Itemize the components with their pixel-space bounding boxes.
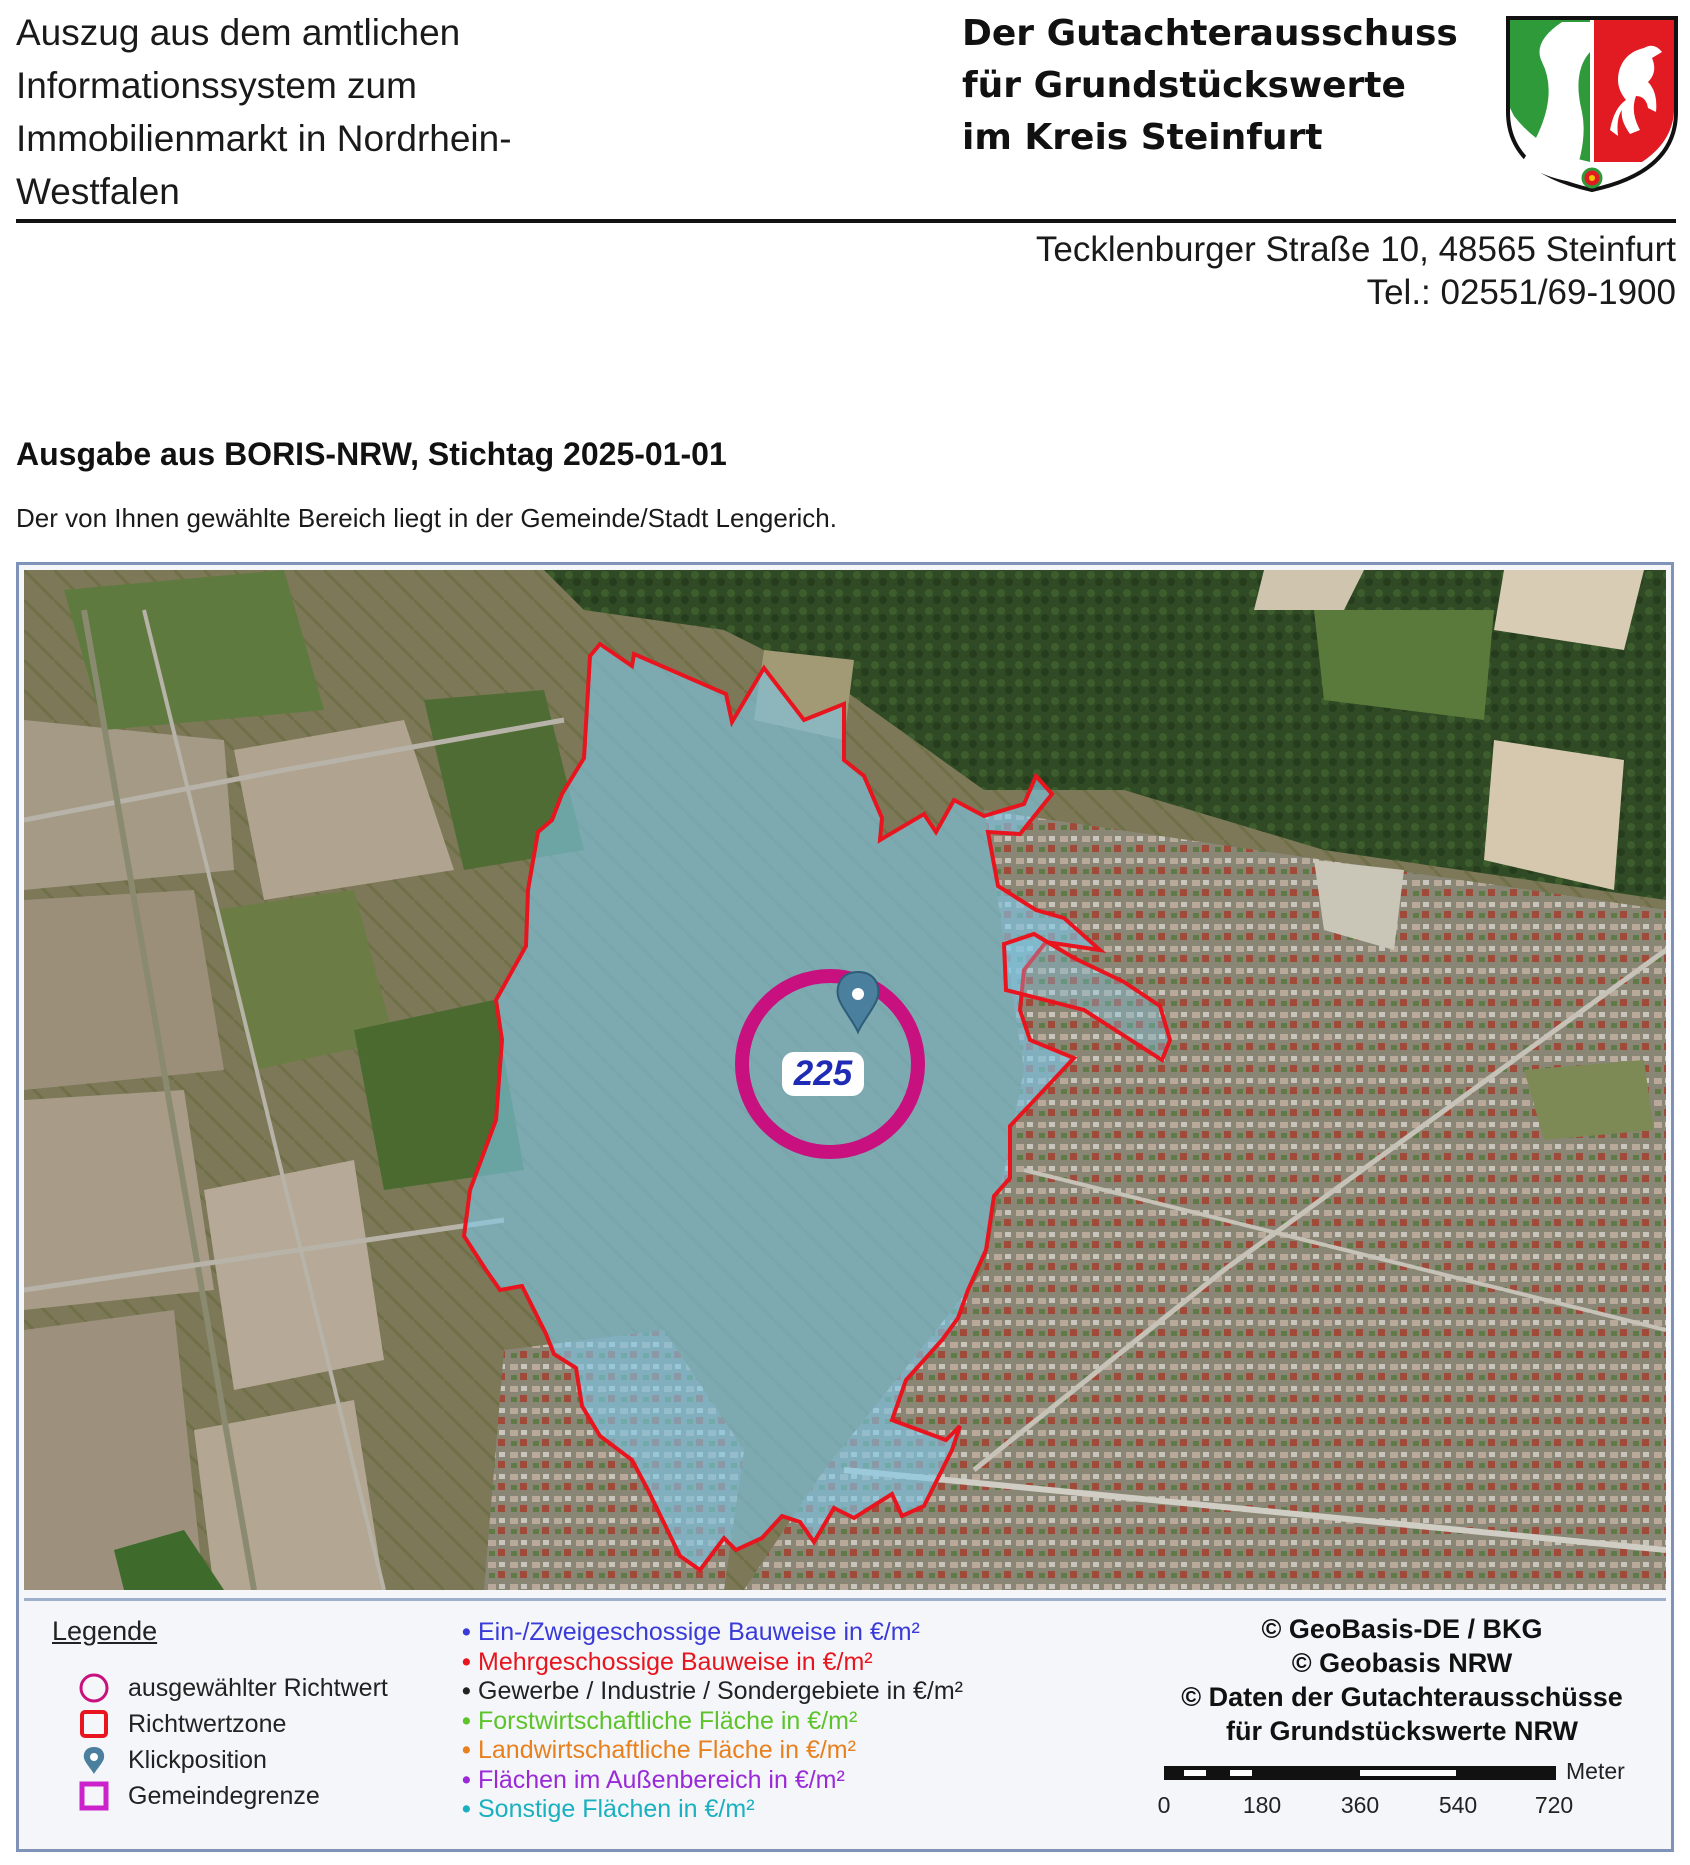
- copyright-line: © Geobasis NRW: [1291, 1648, 1513, 1678]
- scale-tick-label: 360: [1340, 1792, 1380, 1818]
- copyright-line: © GeoBasis-DE / BKG: [1261, 1614, 1543, 1644]
- issuer-title-line: Informationssystem zum: [16, 65, 417, 106]
- scale-tick-label: 0: [1157, 1792, 1171, 1818]
- richtwert-value-label[interactable]: 225: [782, 1052, 864, 1096]
- gemeindegrenze-square-icon: [76, 1780, 116, 1812]
- nrw-coat-of-arms-icon: [1502, 12, 1682, 194]
- address-block: [1036, 228, 1676, 314]
- richtwertzone-square-icon: [76, 1708, 116, 1740]
- legend-item-label: Klickposition: [128, 1745, 267, 1774]
- copyright-block: [1122, 1612, 1682, 1748]
- category-forstwirtschaft: • Forstwirtschaftliche Fläche in €/m²: [462, 1706, 858, 1735]
- category-sonstige: • Sonstige Flächen in €/m²: [462, 1795, 755, 1823]
- legend-title: Legende: [52, 1616, 158, 1646]
- issuer-title: [16, 6, 736, 218]
- phone-line: Tel.: 02551/69-1900: [1366, 273, 1676, 312]
- category-label: Mehrgeschossige Bauweise in €/m²: [478, 1647, 873, 1676]
- category-aussenbereich: • Flächen im Außenbereich in €/m²: [462, 1765, 845, 1794]
- category-label: Gewerbe / Industrie / Sondergebiete in €/m²: [478, 1677, 963, 1705]
- category-mehrgeschossig: • Mehrgeschossige Bauweise in €/m²: [462, 1647, 873, 1676]
- selected-richtwert-circle-icon: [76, 1672, 116, 1704]
- committee-name: [962, 8, 1482, 164]
- committee-name-line: im Kreis Steinfurt: [962, 117, 1323, 158]
- copyright-line: für Grundstückswerte NRW: [1225, 1716, 1579, 1746]
- scale-tick-label: 540: [1438, 1792, 1478, 1818]
- legend-item-selected-richtwert: [76, 1672, 388, 1704]
- legend-item-gemeindegrenze: [76, 1780, 320, 1812]
- scale-tick-label: 720: [1534, 1792, 1574, 1818]
- category-label: Forstwirtschaftliche Fläche in €/m²: [478, 1706, 858, 1735]
- scale-unit: Meter: [1566, 1758, 1625, 1784]
- category-gewerbe: • Gewerbe / Industrie / Sondergebiete in €/m²: [462, 1677, 963, 1705]
- value-category-list: [462, 1618, 963, 1825]
- category-label: Sonstige Flächen in €/m²: [478, 1795, 755, 1823]
- category-label: Landwirtschaftliche Fläche in €/m²: [478, 1736, 856, 1764]
- address-line: Tecklenburger Straße 10, 48565 Steinfurt: [1035, 230, 1676, 269]
- committee-name-line: Der Gutachterausschuss: [962, 13, 1458, 54]
- field-parcel: [24, 890, 224, 1090]
- field-parcel: [1524, 1060, 1654, 1140]
- copyright-line: © Daten der Gutachterausschüsse: [1181, 1682, 1623, 1712]
- committee-name-line: für Grundstückswerte: [962, 65, 1406, 106]
- click-position-marker-icon: [76, 1744, 116, 1776]
- legend-item-richtwertzone: [76, 1708, 286, 1740]
- legend-item-click-position: [76, 1744, 267, 1776]
- category-label: Ein-/Zweigeschossige Bauweise in €/m²: [478, 1618, 920, 1646]
- scale-tick-label: 180: [1242, 1792, 1282, 1818]
- legend-item-label: ausgewählter Richtwert: [128, 1673, 388, 1702]
- field-parcel: [204, 1160, 384, 1390]
- municipality-statement: Der von Ihnen gewählte Bereich liegt in der Gemeinde/Stadt Lengerich.: [16, 503, 837, 533]
- category-label: Flächen im Außenbereich in €/m²: [478, 1765, 845, 1794]
- issuer-title-line: Auszug aus dem amtlichen: [16, 12, 461, 53]
- legend-item-label: Richtwertzone: [128, 1709, 287, 1738]
- category-ein-zweigeschossig: • Ein-/Zweigeschossige Bauweise in €/m²: [462, 1618, 920, 1646]
- category-landwirtschaft: • Landwirtschaftliche Fläche in €/m²: [462, 1736, 856, 1764]
- output-title: Ausgabe aus BORIS-NRW, Stichtag 2025-01-01: [16, 436, 727, 472]
- legend-item-label: Gemeindegrenze: [128, 1781, 320, 1810]
- header-divider: [16, 219, 1676, 223]
- field-parcel: [194, 1400, 384, 1590]
- issuer-title-line: Westfalen: [16, 171, 180, 212]
- issuer-title-line: Immobilienmarkt in Nordrhein-: [16, 118, 512, 159]
